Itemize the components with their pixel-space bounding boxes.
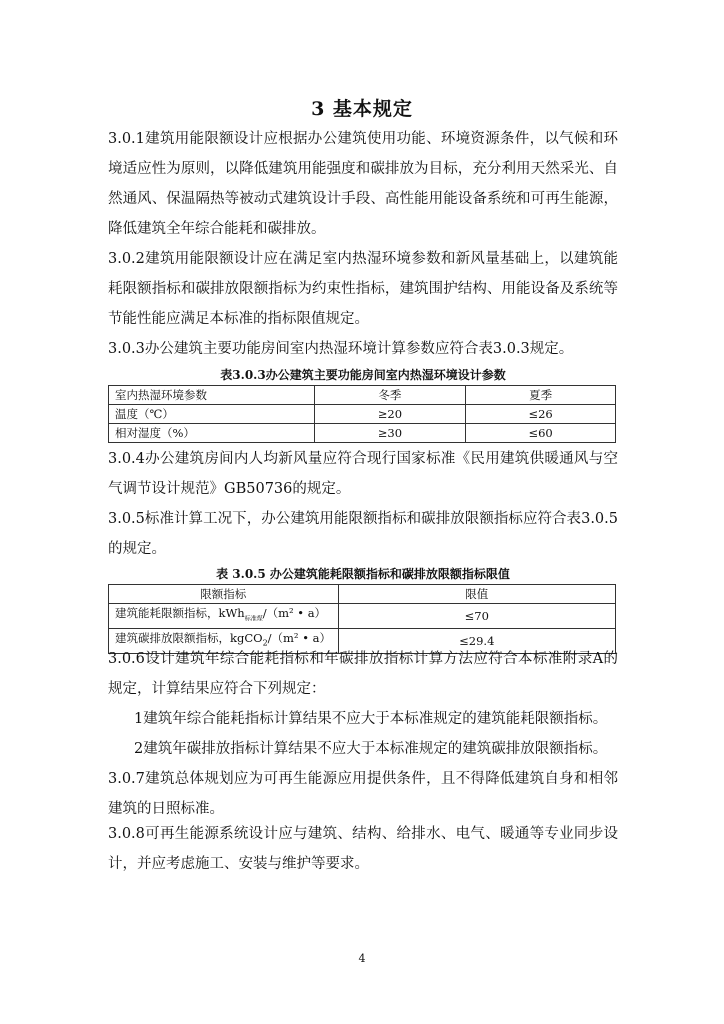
table-header-row: [109, 386, 616, 405]
table-cell: ≤60: [466, 424, 616, 443]
clause-3-0-6: 3.0.6设计建筑年综合能耗指标和年碳排放指标计算方法应符合本标准附录A的规定，计算结果应符合下列规定：: [108, 651, 618, 697]
header-cell: 冬季: [314, 386, 466, 405]
table-3-0-3: [108, 385, 616, 443]
table-header-row: [109, 585, 616, 604]
table-cell: ≥20: [314, 405, 466, 424]
table-cell: ≤29.4: [338, 629, 615, 653]
clause-3-0-8: 3.0.8可再生能源系统设计应与建筑、结构、给排水、电气、暖通等专业同步设计，并应考虑施工、安装与维护等要求。: [108, 826, 618, 872]
clause-3-0-4: 3.0.4办公建筑房间内人均新风量应符合现行国家标准《民用建筑供暖通风与空气调节设计规范》GB50736的规定。: [108, 451, 618, 497]
table-row: [109, 424, 616, 443]
table-cell: 建筑能耗限额指标，kWh$_{标准煤}$/（m² • a）: [109, 604, 339, 629]
table-row: [109, 604, 616, 629]
section-title: 3 基本规定: [311, 98, 413, 120]
clause-3-0-7: 3.0.7建筑总体规划应为可再生能源应用提供条件，且不得降低建筑自身和相邻建筑的日照标准。: [108, 771, 618, 817]
table-row: [109, 405, 616, 424]
header-cell: 夏季: [466, 386, 616, 405]
clause-3-0-6-item-2: 2建筑年碳排放指标计算结果不应大于本标准规定的建筑碳排放限额指标。: [134, 741, 608, 757]
table-cell: ≤26: [466, 405, 616, 424]
header-cell: 限额指标: [109, 585, 339, 604]
table-cell: 相对湿度（%）: [109, 424, 315, 443]
table-3-0-5-caption: 表 3.0.5 办公建筑能耗限额指标和碳排放限额指标限值: [216, 567, 510, 581]
table-cell: 建筑碳排放限额指标，kgCO$_2$/（m² • a）: [109, 629, 339, 653]
page-number: 4: [358, 952, 366, 965]
clause-3-0-3: 3.0.3办公建筑主要功能房间室内热湿环境计算参数应符合表3.0.3规定。: [108, 341, 574, 357]
clause-3-0-2: 3.0.2建筑用能限额设计应在满足室内热湿环境参数和新风量基础上，以建筑能耗限额指标和碳排放限额指标为约束性指标，建筑围护结构、用能设备及系统等节能性能应满足本标准的指标限值规定。: [108, 251, 618, 327]
clause-3-0-1: 3.0.1建筑用能限额设计应根据办公建筑使用功能、环境资源条件，以气候和环境适应性为原则，以降低建筑用能强度和碳排放为目标，充分利用天然采光、自然通风、保温隔热等被动式建筑设计手段、高性能用能设备系统和可再生能源，降低建筑全年综合能耗和碳排放。: [108, 131, 618, 237]
table-cell: ≤70: [338, 604, 615, 629]
table-3-0-3-caption: 表3.0.3办公建筑主要功能房间室内热湿环境设计参数: [220, 368, 506, 382]
header-cell: 室内热湿环境参数: [109, 386, 315, 405]
table-cell: ≥30: [314, 424, 466, 443]
header-cell: 限值: [338, 585, 615, 604]
table-cell: 温度（℃）: [109, 405, 315, 424]
clause-3-0-6-item-1: 1建筑年综合能耗指标计算结果不应大于本标准规定的建筑能耗限额指标。: [134, 711, 608, 727]
clause-3-0-5: 3.0.5标准计算工况下，办公建筑用能限额指标和碳排放限额指标应符合表3.0.5的规定。: [108, 511, 618, 557]
